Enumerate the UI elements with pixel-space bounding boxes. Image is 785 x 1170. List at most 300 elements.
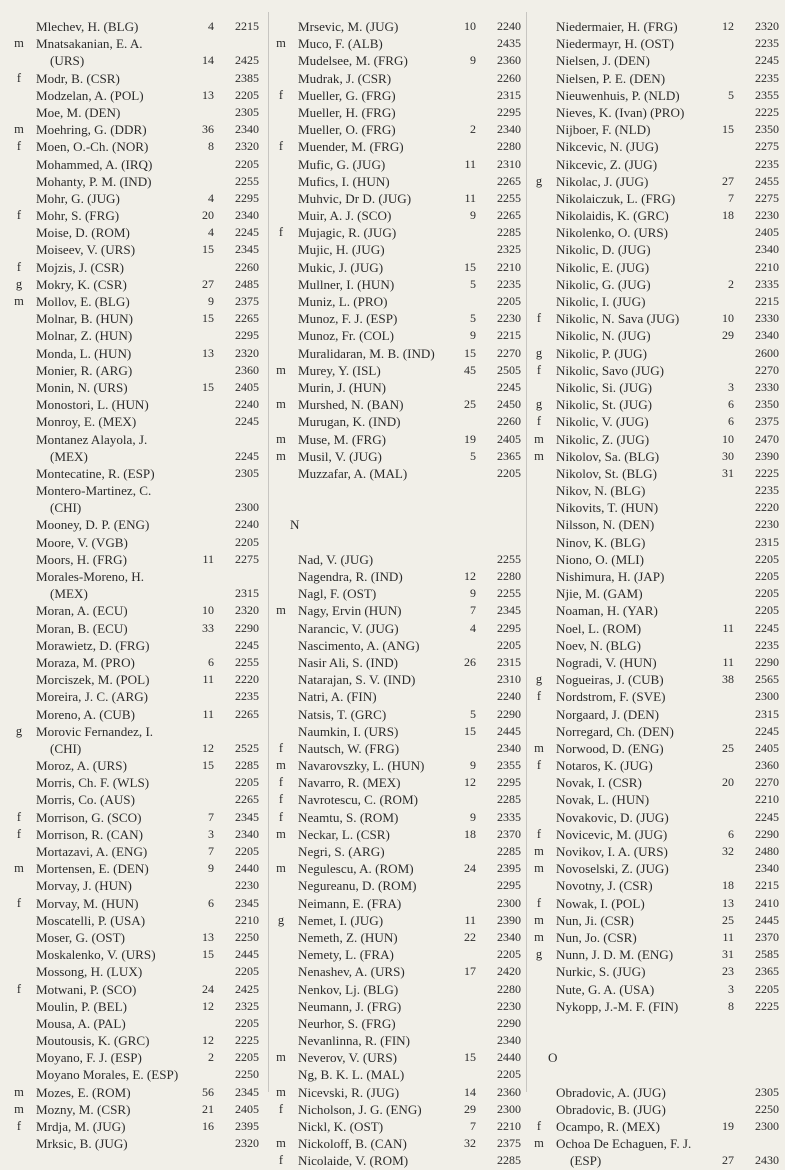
list-item: [530, 310, 785, 327]
list-item: [272, 379, 534, 396]
list-item: [530, 18, 785, 35]
player-name: Notaros, K. (JUG): [556, 758, 653, 774]
rating: 2390: [755, 448, 779, 463]
rating: 2340: [755, 861, 779, 876]
rating: 2285: [497, 1153, 521, 1168]
rating: 2220: [235, 672, 259, 687]
rating: 2330: [755, 311, 779, 326]
rating: 2265: [235, 706, 259, 721]
games-count: 9: [470, 586, 476, 601]
rating: 2215: [235, 19, 259, 33]
rating: 2205: [235, 87, 259, 102]
list-item: [10, 620, 272, 637]
list-item: [530, 121, 785, 138]
rating: 2375: [755, 414, 779, 429]
list-item: [10, 877, 272, 894]
games-count: 9: [208, 294, 214, 308]
list-item: [272, 413, 534, 430]
list-item: [272, 104, 534, 121]
player-name: Nikolic, Savo (JUG): [556, 362, 665, 378]
player-name: Nieves, K. (Ivan) (PRO): [556, 104, 685, 120]
player-name: Niedermayr, H. (OST): [556, 36, 675, 52]
rating: 2340: [497, 740, 521, 755]
rating: 2245: [755, 53, 779, 68]
games-count: 9: [470, 328, 476, 343]
list-item: [530, 929, 785, 946]
player-name: Novoselski, Z. (JUG): [556, 861, 669, 877]
games-count: 15: [464, 345, 476, 360]
rating: 2230: [755, 208, 779, 223]
list-item: [10, 379, 272, 396]
list-item: [530, 654, 785, 671]
list-item: [10, 1032, 272, 1049]
player-name: Moskalenko, V. (URS): [36, 947, 156, 963]
rating: 2215: [497, 328, 521, 343]
rating: 2295: [497, 878, 521, 893]
player-name: Moscatelli, P. (USA): [36, 912, 146, 928]
games-count: 15: [202, 758, 214, 773]
title-prefix: m: [14, 861, 24, 876]
player-name: Novak, I. (CSR): [556, 775, 642, 791]
rating: 2230: [497, 998, 521, 1013]
player-name: Nikcevic, N. (JUG): [556, 139, 659, 155]
player-name: Montecatine, R. (ESP): [36, 465, 155, 481]
player-name: Ninov, K. (BLG): [556, 534, 646, 550]
rating: 2215: [755, 878, 779, 893]
games-count: 9: [470, 208, 476, 223]
games-count: 15: [464, 1050, 476, 1065]
player-name: Neverov, V. (URS): [298, 1050, 398, 1066]
player-name: Moulin, P. (BEL): [36, 998, 127, 1014]
games-count: 4: [208, 19, 214, 33]
list-item: [272, 173, 534, 190]
games-count: 6: [208, 654, 214, 669]
player-name: Nemety, L. (FRA): [298, 947, 394, 963]
games-count: 6: [728, 826, 734, 841]
player-name: Muse, M. (FRG): [298, 431, 387, 447]
rating: 2270: [497, 345, 521, 360]
list-item: [10, 585, 272, 602]
list-item: [530, 637, 785, 654]
player-name: Nemet, I. (JUG): [298, 912, 384, 928]
list-item: [10, 843, 272, 860]
player-name: Nenashev, A. (URS): [298, 964, 405, 980]
title-prefix: m: [276, 448, 286, 463]
rating: 2345: [235, 1084, 259, 1099]
player-name: Naumkin, I. (URS): [298, 723, 399, 739]
rating: 2340: [755, 328, 779, 343]
rating: 2205: [497, 1067, 521, 1082]
player-name: Molnar, B. (HUN): [36, 311, 133, 327]
list-item: [272, 981, 534, 998]
player-name: Mrdja, M. (JUG): [36, 1119, 126, 1134]
list-item: [10, 190, 272, 207]
player-name: Ochoa De Echaguen, F. J.: [556, 1136, 692, 1152]
games-count: 15: [202, 947, 214, 962]
player-name: Mufic, G. (JUG): [298, 156, 386, 172]
rating: 2205: [497, 947, 521, 962]
player-name: (CHI): [50, 500, 82, 516]
rating: 2340: [497, 929, 521, 944]
player-name: Niedermaier, H. (FRG): [556, 19, 678, 34]
player-name: Mollov, E. (BLG): [36, 294, 130, 309]
rating: 2450: [497, 397, 521, 412]
rating: 2275: [755, 190, 779, 205]
player-name: Moyano, F. J. (ESP): [36, 1050, 142, 1066]
player-name: Mullner, I. (HUN): [298, 276, 395, 292]
rating: 2235: [755, 483, 779, 498]
player-name: Mohammed, A. (IRQ): [36, 156, 153, 172]
player-name: Monin, N. (URS): [36, 379, 128, 395]
list-item: [272, 963, 534, 980]
list-item: [10, 809, 272, 826]
list-item: [530, 413, 785, 430]
list-item: [530, 70, 785, 87]
rating: 2250: [235, 1067, 259, 1082]
player-name: Nowak, I. (POL): [556, 895, 645, 911]
rating: 2525: [235, 740, 259, 755]
player-name: Mohanty, P. M. (IND): [36, 173, 152, 189]
title-prefix: g: [277, 912, 285, 927]
player-name: Nagl, F. (OST): [298, 586, 377, 602]
list-item: [530, 431, 785, 448]
list-item: [530, 895, 785, 912]
games-count: 13: [722, 895, 734, 910]
list-item: [10, 224, 272, 241]
rating: 2405: [755, 740, 779, 755]
games-count: 21: [202, 1101, 214, 1116]
player-name: Mooney, D. P. (ENG): [36, 517, 150, 533]
list-item: [530, 516, 785, 533]
list-item: [530, 241, 785, 258]
list-item: [530, 52, 785, 69]
player-name: Nikcevic, Z. (JUG): [556, 156, 658, 172]
rating: 2315: [755, 706, 779, 721]
title-prefix: f: [16, 895, 22, 910]
list-item: [272, 809, 534, 826]
rating: 2220: [755, 500, 779, 515]
title-prefix: f: [16, 208, 22, 223]
list-item: [272, 224, 534, 241]
rating: 2340: [235, 122, 259, 137]
rating: 2265: [235, 792, 259, 807]
player-name: Modr, B. (CSR): [36, 70, 120, 86]
rating: 2210: [755, 259, 779, 274]
player-name: Moser, G. (OST): [36, 929, 125, 945]
player-name: Obradovic, B. (JUG): [556, 1101, 666, 1117]
list-item: [10, 740, 272, 757]
player-name: Moran, B. (ECU): [36, 620, 128, 636]
title-prefix: f: [16, 1119, 22, 1133]
games-count: 4: [208, 190, 214, 205]
games-count: 2: [208, 1050, 214, 1065]
games-count: 7: [728, 190, 734, 205]
player-name: Murin, J. (HUN): [298, 379, 387, 395]
player-name: Mueller, O. (FRG): [298, 122, 396, 138]
player-name: (MEX): [50, 586, 88, 602]
list-item: [272, 396, 534, 413]
list-item: [10, 1049, 272, 1066]
rating: 2470: [755, 431, 779, 446]
rating: 2385: [235, 70, 259, 85]
games-count: 18: [722, 208, 734, 223]
title-prefix: m: [276, 1050, 286, 1065]
rating: 2210: [497, 1119, 521, 1133]
rating: 2485: [235, 276, 259, 291]
player-name: Moen, O.-Ch. (NOR): [36, 139, 149, 155]
title-prefix: m: [276, 1136, 286, 1151]
rating: 2310: [497, 156, 521, 171]
player-name: Mortensen, E. (DEN): [36, 861, 149, 877]
list-item: [10, 1015, 272, 1032]
player-name: Negulescu, A. (ROM): [298, 861, 414, 877]
player-name: Nikovits, T. (HUN): [556, 500, 659, 516]
list-item: [10, 104, 272, 121]
games-count: 16: [202, 1119, 214, 1133]
player-name: Nijboer, F. (NLD): [556, 122, 651, 138]
player-name: Morciszek, M. (POL): [36, 672, 150, 688]
rating: 2225: [755, 104, 779, 119]
games-count: 15: [722, 122, 734, 137]
list-item: [272, 1152, 534, 1169]
player-name: Moroz, A. (URS): [36, 758, 127, 774]
rating: 2325: [497, 242, 521, 257]
games-count: 26: [464, 654, 476, 669]
games-count: 11: [464, 912, 476, 927]
rating: 2285: [497, 844, 521, 858]
rating: 2360: [497, 1084, 521, 1099]
games-count: 25: [722, 912, 734, 927]
player-name: O: [548, 1050, 558, 1066]
rating: 2340: [235, 208, 259, 223]
rating: 2395: [497, 861, 521, 876]
list-item: [272, 671, 534, 688]
player-name: Nikolov, Sa. (BLG): [556, 448, 660, 464]
list-item: [10, 413, 272, 430]
rating: 2290: [497, 706, 521, 721]
player-name: Nad, V. (JUG): [298, 551, 374, 567]
list-item: [272, 740, 534, 757]
list-item: [10, 207, 272, 224]
player-name: Mueller, G. (FRG): [298, 87, 396, 103]
rating: 2445: [235, 947, 259, 962]
games-count: 12: [464, 775, 476, 790]
games-count: 4: [470, 620, 476, 635]
list-item: [272, 757, 534, 774]
rating: 2335: [755, 276, 779, 291]
list-item: [10, 654, 272, 671]
rating: 2205: [235, 775, 259, 790]
games-count: 45: [464, 362, 476, 377]
games-count: 38: [722, 672, 734, 687]
list-item: [10, 1084, 272, 1101]
games-count: 5: [470, 448, 476, 463]
list-item: [530, 499, 785, 516]
player-name: Nikolic, D. (JUG): [556, 242, 651, 258]
player-name: Nikolic, G. (JUG): [556, 276, 651, 292]
rating: 2205: [497, 294, 521, 308]
games-count: 10: [722, 431, 734, 446]
games-count: 11: [722, 620, 734, 635]
player-name: Nikolic, P. (JUG): [556, 345, 647, 361]
rating: 2230: [755, 517, 779, 532]
player-name: Muender, M. (FRG): [298, 139, 404, 155]
title-prefix: f: [536, 362, 542, 377]
list-item: [10, 895, 272, 912]
rating: 2250: [235, 929, 259, 944]
games-count: 29: [464, 1101, 476, 1116]
player-name: Neckar, L. (CSR): [298, 826, 390, 842]
player-name: Muir, A. J. (SCO): [298, 208, 392, 224]
games-count: 17: [464, 964, 476, 979]
player-name: Nykopp, J.-M. F. (FIN): [556, 998, 679, 1014]
player-name: Mnatsakanian, E. A.: [36, 36, 143, 52]
rating: 2205: [497, 465, 521, 480]
rating: 2305: [235, 465, 259, 480]
list-item: [272, 1049, 534, 1066]
player-name: Nilsson, N. (DEN): [556, 517, 655, 533]
player-name: Nikolic, N. Sava (JUG): [556, 311, 680, 327]
title-prefix: f: [278, 740, 284, 755]
player-name: Negri, S. (ARG): [298, 844, 385, 859]
games-count: 15: [202, 311, 214, 326]
rating: 2375: [235, 294, 259, 308]
player-name: Muniz, L. (PRO): [298, 294, 388, 309]
rating: 2295: [235, 190, 259, 205]
player-name: Moyano Morales, E. (ESP): [36, 1067, 179, 1083]
rating: 2260: [497, 414, 521, 429]
title-prefix: f: [278, 87, 284, 102]
player-name: Norregard, Ch. (DEN): [556, 723, 674, 739]
rating: 2230: [497, 311, 521, 326]
player-name: Mrksic, B. (JUG): [36, 1136, 128, 1152]
list-item: [10, 465, 272, 482]
player-name: Monostori, L. (HUN): [36, 397, 149, 413]
player-name: Nute, G. A. (USA): [556, 981, 655, 997]
rating: 2240: [235, 397, 259, 412]
list-item: [272, 156, 534, 173]
rating: 2285: [235, 758, 259, 773]
list-item: [272, 1084, 534, 1101]
rating: 2295: [497, 620, 521, 635]
games-count: 7: [470, 1119, 476, 1133]
rating: 2320: [235, 139, 259, 154]
list-item: [10, 499, 272, 516]
rating: 2240: [235, 517, 259, 532]
list-item: [272, 465, 534, 482]
player-name: Moiseev, V. (URS): [36, 242, 136, 258]
player-name: Monda, L. (HUN): [36, 345, 132, 361]
player-name: Nevanlinna, R. (FIN): [298, 1033, 411, 1049]
list-item: [10, 860, 272, 877]
rating: 2235: [755, 70, 779, 85]
rating: 2325: [235, 998, 259, 1013]
player-name: Nickl, K. (OST): [298, 1119, 384, 1134]
rating: 2255: [497, 190, 521, 205]
rating: 2290: [497, 1015, 521, 1030]
player-name: Nasir Ali, S. (IND): [298, 654, 399, 670]
player-name: Navarro, R. (MEX): [298, 775, 401, 791]
list-item: [530, 826, 785, 843]
title-prefix: m: [276, 36, 286, 51]
rating: 2230: [235, 878, 259, 893]
list-item: [272, 70, 534, 87]
title-prefix: m: [14, 36, 24, 51]
rating: 2360: [235, 362, 259, 377]
list-item: [10, 671, 272, 688]
games-count: 32: [464, 1136, 476, 1151]
player-name: Nenkov, Lj. (BLG): [298, 981, 399, 997]
games-count: 23: [722, 964, 734, 979]
player-name: Niono, O. (MLI): [556, 551, 645, 567]
list-item: [10, 276, 272, 293]
list-item: [530, 138, 785, 155]
list-item: [10, 310, 272, 327]
list-item: [530, 224, 785, 241]
list-item: [530, 362, 785, 379]
player-name: Nicholson, J. G. (ENG): [298, 1101, 422, 1117]
title-prefix: f: [278, 792, 284, 807]
rating: 2225: [755, 998, 779, 1013]
player-name: Nagendra, R. (IND): [298, 569, 403, 584]
player-name: Nun, Ji. (CSR): [556, 912, 634, 928]
title-prefix: m: [276, 758, 286, 773]
title-prefix: m: [276, 397, 286, 412]
list-item: [10, 723, 272, 740]
games-count: 19: [722, 1119, 734, 1133]
player-name: Mohr, S. (FRG): [36, 208, 120, 224]
player-name: Nogueiras, J. (CUB): [556, 672, 664, 688]
list-item: [272, 345, 534, 362]
rating: 2300: [755, 1119, 779, 1133]
list-item: [530, 602, 785, 619]
list-item: [272, 654, 534, 671]
player-name: Nautsch, W. (FRG): [298, 740, 400, 756]
player-name: Musil, V. (JUG): [298, 448, 382, 464]
rating: 2345: [235, 895, 259, 910]
list-item: [530, 345, 785, 362]
list-item: [272, 87, 534, 104]
rating: 2315: [497, 87, 521, 102]
rating: 2345: [235, 809, 259, 824]
list-item: [530, 843, 785, 860]
list-item: [10, 431, 272, 448]
player-name: Mohr, G. (JUG): [36, 190, 120, 206]
rating: 2255: [497, 551, 521, 566]
games-count: 12: [722, 19, 734, 33]
rating: 2375: [497, 1136, 521, 1151]
games-count: 5: [470, 276, 476, 291]
title-prefix: f: [278, 225, 284, 240]
rating: 2205: [235, 1015, 259, 1030]
rating: 2205: [235, 964, 259, 979]
rating: 2585: [755, 947, 779, 962]
list-item: [530, 534, 785, 551]
player-name: Neurhor, S. (FRG): [298, 1015, 396, 1031]
player-name: Nemeth, Z. (HUN): [298, 929, 398, 945]
title-prefix: g: [535, 173, 543, 188]
rating: 2245: [755, 809, 779, 824]
list-item: [272, 723, 534, 740]
player-name: Montero-Martinez, C.: [36, 483, 152, 499]
list-item: [10, 1118, 272, 1135]
list-item: [530, 465, 785, 482]
list-item: [10, 293, 272, 310]
rating: 2435: [497, 36, 521, 51]
rating: 2315: [235, 586, 259, 601]
player-name: Morovic Fernandez, I.: [36, 723, 154, 739]
list-item: [530, 1066, 785, 1083]
